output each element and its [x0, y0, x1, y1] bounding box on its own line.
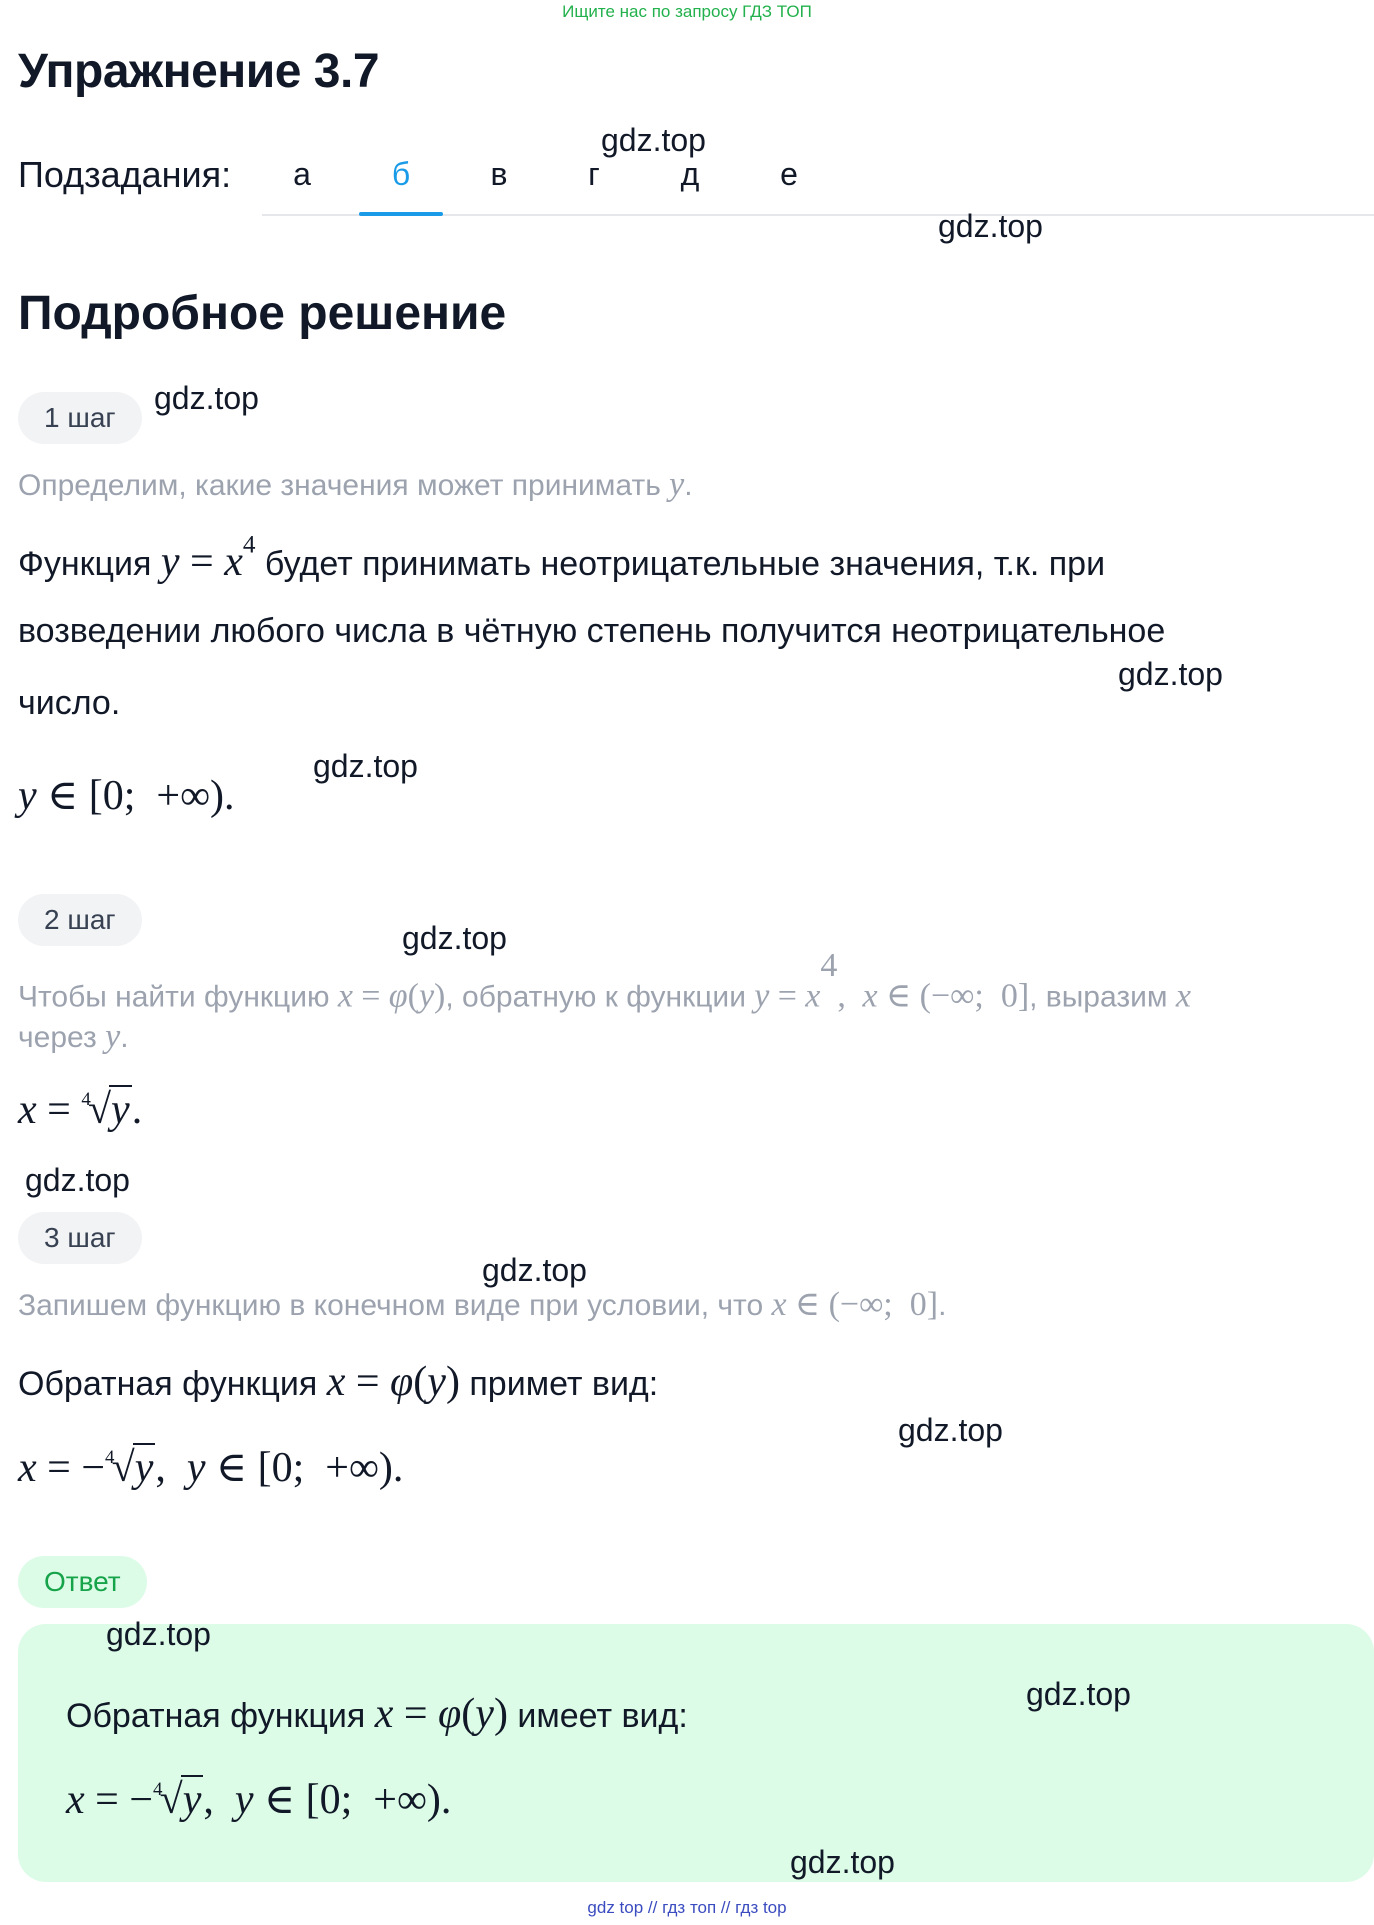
tab-e[interactable]: е — [780, 156, 798, 192]
answer-box — [18, 1624, 1374, 1882]
top-banner: Ищите нас по запросу ГДЗ ТОП — [562, 2, 812, 21]
answer-text-after: имеет вид: — [517, 1697, 688, 1735]
step-1-text-before: Функция — [18, 545, 152, 583]
step-3-hint: Запишем функцию в конечном виде при условии, что x ∈ (−∞; 0]. — [18, 1286, 947, 1323]
step-1-inline-formula: $y = x^4$ — [160, 531, 256, 585]
tab-b[interactable]: б — [391, 156, 411, 192]
page-title: Упражнение 3.7 — [18, 45, 380, 98]
answer-inline-formula: x = φ(y) — [374, 1691, 508, 1737]
step-2-hint-line2: через y. — [18, 1018, 129, 1055]
answer-formula: x = −$^4$√y, y ∈ [0; +∞). — [66, 1777, 452, 1823]
step-1-text-line1 — [18, 531, 1106, 586]
watermark: gdz.top — [601, 122, 706, 158]
step-2-badge: 2 шаг — [18, 894, 142, 946]
step-2-formula: x = $^4$√y. — [18, 1087, 143, 1133]
subtasks-label: Подзадания: — [18, 154, 232, 195]
tab-d[interactable]: д — [680, 156, 700, 192]
step-3-formula: x = −$^4$√y, y ∈ [0; +∞). — [18, 1445, 404, 1491]
watermark: gdz.top — [898, 1412, 1003, 1448]
tab-v[interactable]: в — [490, 156, 508, 192]
tab-a[interactable]: а — [293, 156, 311, 192]
step-1-text-line3: число. — [18, 684, 121, 722]
tab-g[interactable]: г — [588, 156, 600, 192]
step-3-badge: 3 шаг — [18, 1212, 142, 1264]
step-2-hint-part2: , обратную к функции — [445, 980, 746, 1014]
step-1-formula: y ∈ [0; +∞). — [18, 773, 235, 819]
watermark: gdz.top — [482, 1252, 587, 1288]
step-1-hint: Определим, какие значения может принимать y. — [18, 466, 693, 503]
step-1-hint-text: Определим, какие значения может принимать — [18, 469, 661, 502]
watermark: gdz.top — [790, 1844, 895, 1880]
tab-active-indicator — [359, 212, 443, 216]
step-1-text-line2: возведении любого числа в чётную степень получится неотрицательное — [18, 612, 1166, 650]
watermark: gdz.top — [313, 748, 418, 784]
step-3-text — [18, 1358, 658, 1406]
footer: gdz top // гдз топ // гдз top — [587, 1898, 787, 1917]
answer-text-before: Обратная функция — [66, 1697, 366, 1735]
step-3-hint-text: Запишем функцию в конечном виде при условии, что — [18, 1289, 764, 1322]
step-1-badge: 1 шаг — [18, 392, 142, 444]
watermark: gdz.top — [106, 1616, 211, 1652]
step-2-hint-part3: , выразим — [1029, 980, 1168, 1014]
step-1-text-after: будет принимать неотрицательные значения, т.к. при — [264, 545, 1106, 583]
step-2-hint-line2-text: через — [18, 1021, 97, 1054]
answer-text — [66, 1690, 688, 1738]
step-3-text-before: Обратная функция — [18, 1365, 318, 1403]
step-2-hint-part1: Чтобы найти функцию — [18, 980, 330, 1014]
watermark: gdz.top — [402, 920, 507, 956]
step-3-text-after: примет вид: — [469, 1365, 659, 1403]
watermark: gdz.top — [25, 1162, 130, 1198]
step-2-hint: Чтобы найти функцию x = φ(y), обратную к функции $y = x^4$, x ∈ (−∞; 0], выразим x — [18, 947, 1191, 1015]
step-3-inline-formula: x = φ(y) — [326, 1359, 460, 1405]
watermark: gdz.top — [938, 208, 1043, 244]
section-title: Подробное решение — [18, 287, 507, 340]
watermark: gdz.top — [154, 380, 259, 416]
answer-badge: Ответ — [18, 1556, 147, 1608]
step-1-hint-var: y — [669, 466, 685, 503]
watermark: gdz.top — [1026, 1676, 1131, 1712]
watermark: gdz.top — [1118, 656, 1223, 692]
